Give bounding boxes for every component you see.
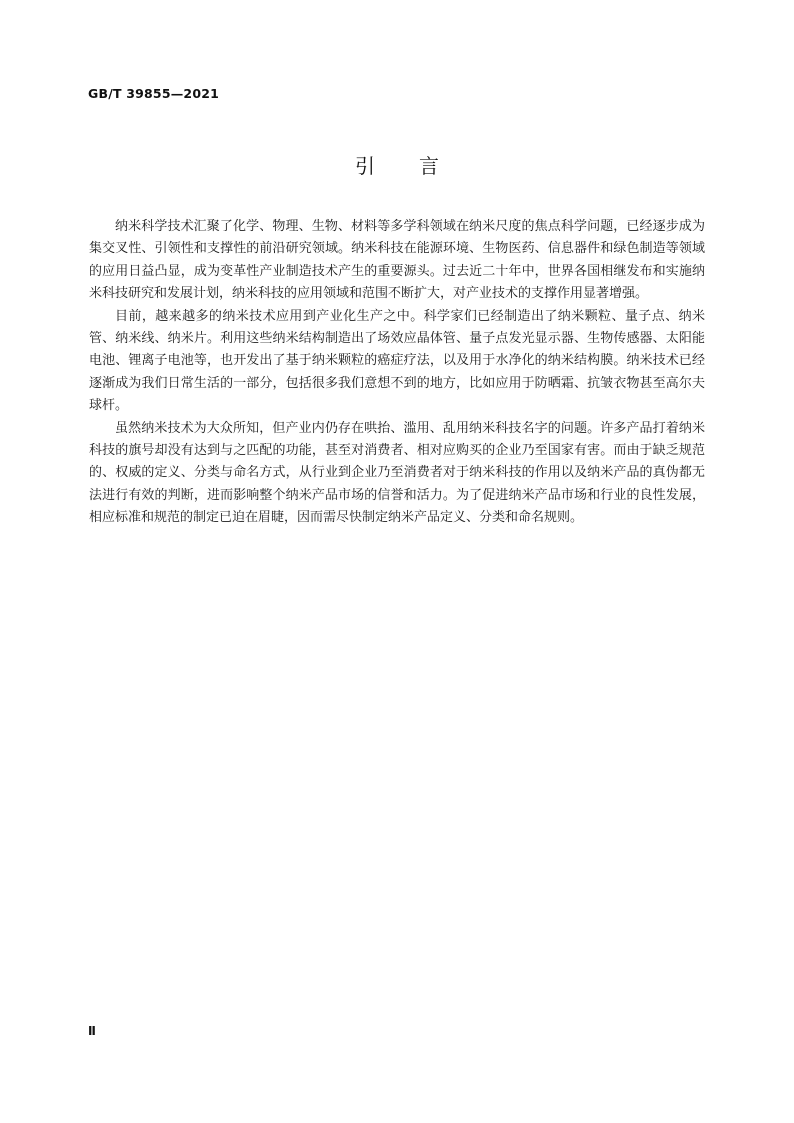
page-title: 引言 <box>355 154 483 178</box>
standard-code: GB/T 39855—2021 <box>88 86 220 101</box>
introduction-body <box>89 216 705 530</box>
page-number: Ⅱ <box>88 1024 96 1038</box>
paragraph-1: 纳米科学技术汇聚了化学、物理、生物、材料等多学科领域在纳米尺度的焦点科学问题，已经逐步成为集交叉性、引领性和支撑性的前沿研究领域。纳米科技在能源环境、生物医药、信息器件和绿色制造等领域的应用日益凸显，成为变革性产业制造技术产生的重要源头。过去近二十年中，世界各国相继发布和实施纳米科技研究和发展计划，纳米科技的应用领域和范围不断扩大，对产业技术的支撑作用显著增强。 <box>89 219 705 302</box>
paragraph-2: 目前，越来越多的纳米技术应用到产业化生产之中。科学家们已经制造出了纳米颗粒、量子点、纳米管、纳米线、纳米片。利用这些纳米结构制造出了场效应晶体管、量子点发光显示器、生物传感器、太阳能电池、锂离子电池等，也开发出了基于纳米颗粒的癌症疗法，以及用于水净化的纳米结构膜。纳米技术已经逐渐成为我们日常生活的一部分，包括很多我们意想不到的地方，比如应用于防晒霜、抗皱衣物甚至高尔夫球杆。 <box>89 308 705 414</box>
paragraph-3: 虽然纳米技术为大众所知，但产业内仍存在哄抬、滥用、乱用纳米科技名字的问题。许多产品打着纳米科技的旗号却没有达到与之匹配的功能，甚至对消费者、相对应购买的企业乃至国家有害。而由于缺乏规范的、权威的定义、分类与命名方式，从行业到企业乃至消费者对于纳米科技的作用以及纳米产品的真伪都无法进行有效的判断，进而影响整个纳米产品市场的信誉和活力。为了促进纳米产品市场和行业的良性发展，相应标准和规范的制定已迫在眉睫，因而需尽快制定纳米产品定义、分类和命名规则。 <box>89 420 705 526</box>
